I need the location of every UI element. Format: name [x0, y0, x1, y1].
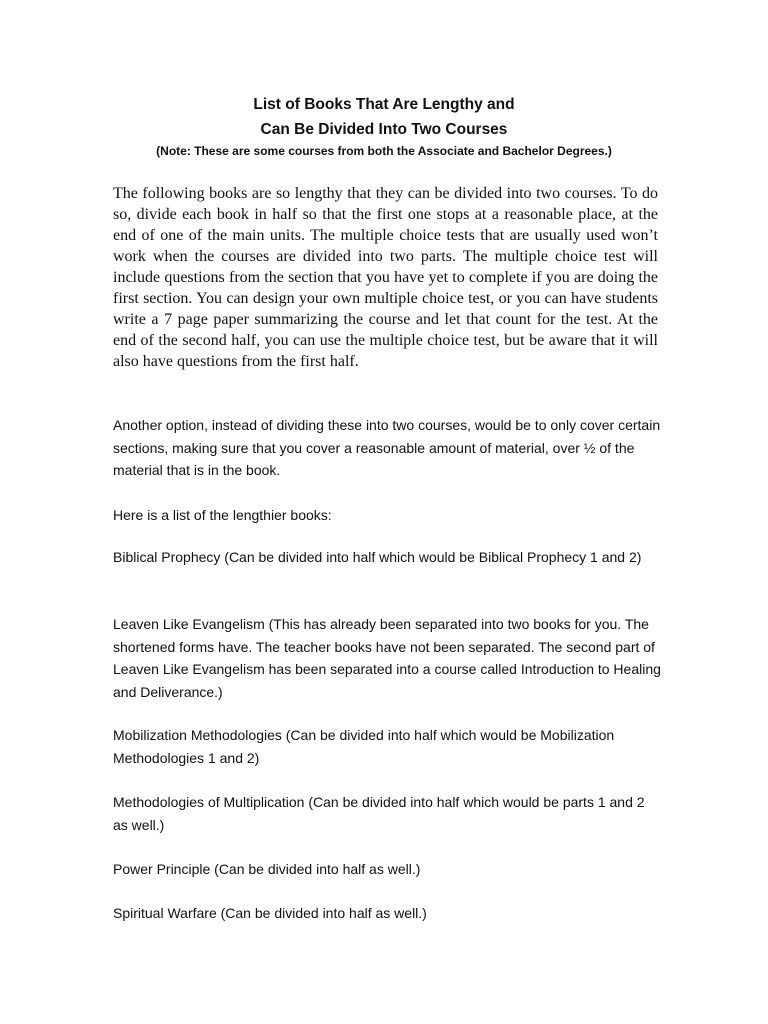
intro-paragraph: The following books are so lengthy that they can be divided into two courses. To do so, divide each book in half so that the first one stops at a reasonable place, at the end of one of the main units. The multiple choice tests that are usually used won’t work when the courses are divided into two parts. The multiple choice test will include questions from the section that you have yet to complete if you are doing the first section. You can design your own multiple choice test, or you can have students write a 7 page paper summarizing the course and let that count for the test. At the end of the second half, you can use the multiple choice test, but be aware that it will also have questions from the first half.: [113, 185, 658, 370]
title-line-2: Can Be Divided Into Two Courses: [260, 121, 508, 138]
book-item-methodologies-of-multiplication: Methodologies of Multiplication (Can be divided into half which would be parts 1 and 2 as well.): [113, 794, 645, 833]
book-item-mobilization-methodologies: Mobilization Methodologies (Can be divided into half which would be Mobilization Methodologies 1 and 2): [113, 727, 615, 766]
book-item-power-principle: Power Principle (Can be divided into half as well.): [113, 861, 421, 877]
degree-note: (Note: These are some courses from both the Associate and Bachelor Degrees.): [156, 144, 612, 158]
book-item-spiritual-warfare: Spiritual Warfare (Can be divided into half as well.): [113, 905, 427, 921]
book-item-leaven-like-evangelism: Leaven Like Evangelism (This has already been separated into two books for you. The shortened forms have. The teacher books have not been separated. The second part of Leaven Like Evangelism has been separated into a course called Introduction to Healing and Deliverance.): [113, 616, 661, 700]
book-item-biblical-prophecy: Biblical Prophecy (Can be divided into half which would be Biblical Prophecy 1 and 2): [113, 549, 642, 565]
option-paragraph: Another option, instead of dividing these into two courses, would be to only cover certain sections, making sure that you cover a reasonable amount of material, over ½ of the material that is in the book.: [113, 417, 661, 478]
title-line-1: List of Books That Are Lengthy and: [253, 96, 515, 113]
list-intro: Here is a list of the lengthier books:: [113, 507, 332, 523]
